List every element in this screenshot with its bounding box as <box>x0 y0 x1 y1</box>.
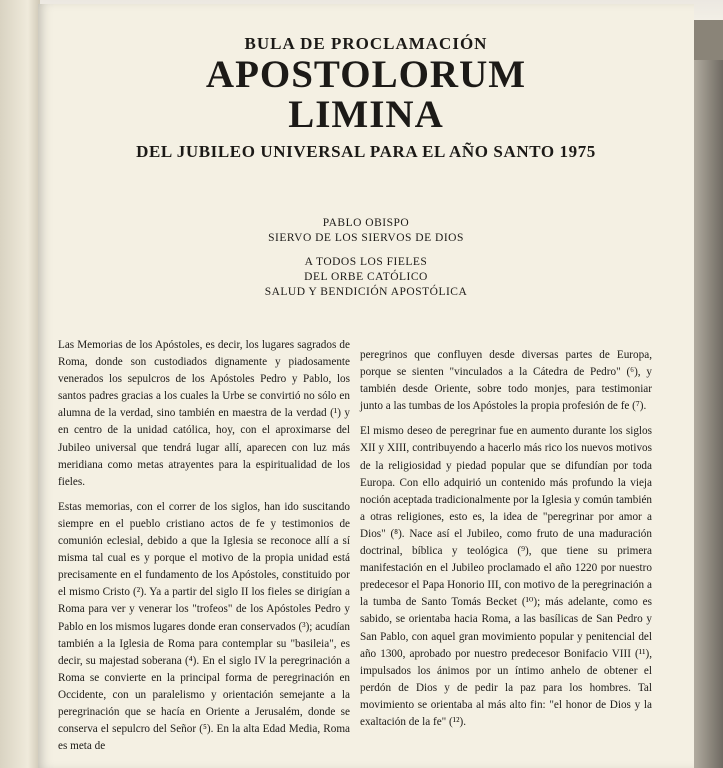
subtitle: DEL JUBILEO UNIVERSAL PARA EL AÑO SANTO 1975 <box>136 142 596 161</box>
next-page-edge <box>689 60 723 768</box>
paragraph: peregrinos que confluyen desde diversas partes de Europa, porque se sienten "vinculados a la Cátedra de Pedro" (⁶), y también desde Oriente, sobre todo monjes, para testimoniar junto a las tumbas de los Apóstoles la propia profesión de fe (⁷). <box>360 349 652 413</box>
book-page <box>38 4 694 768</box>
salutation-line: DEL ORBE CATÓLICO <box>304 271 428 283</box>
title-line-1: APOSTOLORUM <box>205 53 527 96</box>
salutation-line: SIERVO DE LOS SIERVOS DE DIOS <box>268 232 464 244</box>
book-spine <box>0 0 40 768</box>
pretitle: BULA DE PROCLAMACIÓN <box>244 34 488 53</box>
paragraph: Estas memorias, con el correr de los siglos, han ido suscitando siempre en el pueblo cristiano actos de fe y testimonios de comunión eclesial, debido a que la Iglesia se reconoce allí a sí misma tal cual es y porque el motivo de la propia unidad está precisamente en el fundamento de los Apóstoles, constituido por el mismo Cristo (²). Ya a partir del siglo II los fieles se dirigían a Roma para ver y venerar los "trofeos" de los Apóstoles Pedro y Pablo en los mismos lugares donde eran conservados (³); acudían también a la Iglesia de Roma para contemplar su "basileia", es decir, su majestad soberana (⁴). En el siglo IV la peregrinación a Roma se convierte en la principal forma de peregrinación en Occidente, con un paralelismo y orientación semejante a la peregrinación que se hacía en Oriente a Jerusalém, donde se conserva el sepulcro del Señor (⁵). En la alta Edad Media, Roma es meta de <box>58 500 350 753</box>
title-line-2: LIMINA <box>288 93 444 136</box>
paragraph: Las Memorias de los Apóstoles, es decir, los lugares sagrados de Roma, donde son custodiados dignamente y piadosamente venerados los sepulcros de los Apóstoles Pedro y Pablo, los santos padres gracias a los cuales la Urbe se convirtió no sólo en alumna de la verdad, sino también en maestra de la verdad (¹) y en centro de la unidad católica, hoy, con el aproximarse del Jubileo universal que tendrá lugar allí, aparecen con luz más meridiana como metas atrayentes para la espiritualidad de los fieles. <box>58 339 350 488</box>
document-header <box>38 34 694 162</box>
right-column <box>360 347 652 739</box>
salutation-line: SALUD Y BENDICIÓN APOSTÓLICA <box>264 286 468 298</box>
salutation-block <box>38 216 694 300</box>
salutation-line: A TODOS LOS FIELES <box>304 256 428 268</box>
paragraph: El mismo deseo de peregrinar fue en aumento durante los siglos XII y XIII, contribuyendo a hacerlo más rico los nuevos motivos de la religiosidad y piedad popular que se difundían por toda Europa. Con ello adquirió un contenido más profundo la vieja noción aceptada tradicionalmente por la Iglesia y común también a otras religiones, esto es, la idea de "peregrinar por amor a Dios" (⁸). Nace así el Jubileo, como fruto de una maduración doctrinal, bíblica y teológica (⁹), que tiene su primera manifestación en el Jubileo proclamado el año 1220 por nuestro predecesor el Papa Honorio III, con motivo de la peregrinación a la tumba de Santo Tomás Becket (¹⁰); más adelante, como es sabido, se orientaba hacia Roma, a las basílicas de San Pedro y San Pablo, con aquel gran movimiento popular y penitencial del año 1300, aprobado por nuestro predecesor Bonifacio VIII (¹¹), impulsados los ánimos por un íntimo anhelo de obtener el perdón de Dios y de pedir la paz para los hombres. Tal movimiento se orientaba al más alto fin: "el honor de Dios y la exaltación de la fe" (¹²). <box>360 425 653 728</box>
left-column <box>58 337 350 763</box>
salutation-line: PABLO OBISPO <box>322 217 410 229</box>
